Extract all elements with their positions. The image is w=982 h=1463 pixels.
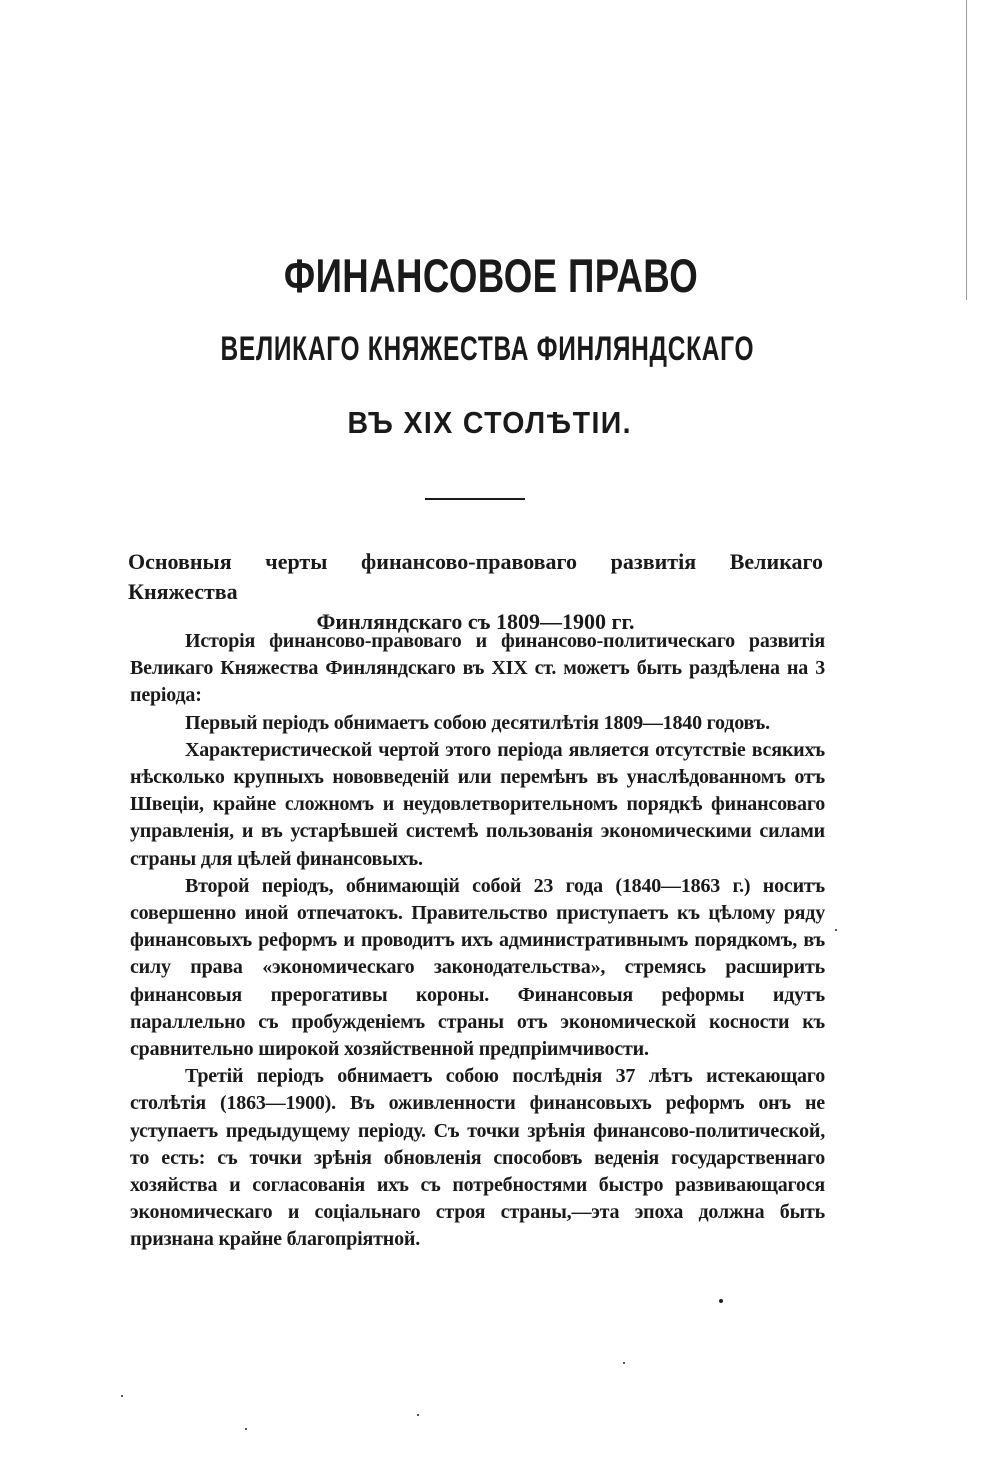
paragraph-third-period: Третій періодъ обнимаетъ собою послѣднія 37 лѣтъ истекающаго столѣтія (1863—1900). Въ оживленности финансовыхъ реформъ онъ не уступаетъ предыдущему періоду. Съ точки зрѣнія финансово-политической, то есть: съ точки зрѣнія обновленія способовъ веденія государственнаго хозяйства и согласованія ихъ съ потребностями быстро развивающагося экономическаго и соціальнаго строя страны,—эта эпоха должна быть признана крайне благопріятной. — [130, 1065, 825, 1251]
section-heading — [128, 547, 823, 637]
title-divider — [425, 498, 525, 500]
scan-speck — [417, 1414, 419, 1416]
paragraph-first-period: Первый періодъ обнимаетъ собою десятилѣтія 1809—1840 годовъ. — [185, 711, 770, 734]
paragraph-second-period: Второй періодъ, обнимающій собой 23 года (1840—1863 г.) носитъ совершенно иной отпечатокъ. Правительство приступаетъ къ цѣлому ряду финансовыхъ реформъ и проводитъ ихъ административнымъ порядкомъ, въ силу права «экономическаго законодательства», стремясь расширить финансовыя прерогативы короны. Финансовыя реформы идутъ параллельно съ пробужденіемъ страны отъ экономической косности къ сравнительно широкой хозяйственной предпріимчивости. — [130, 874, 825, 1061]
section-heading-line1: Основныя черты финансово-правоваго развитія Великаго Княжества — [128, 549, 823, 604]
document-century: ВЪ XIX СТОЛѢТІИ. — [347, 405, 632, 440]
document-subtitle: ВЕЛИКАГО КНЯЖЕСТВА ФИНЛЯНДСКАГО — [220, 330, 755, 368]
section-heading-line2: Финляндскаго съ 1809—1900 гг. — [316, 609, 635, 634]
body-text — [130, 628, 825, 1254]
scan-speck — [623, 1362, 625, 1364]
scan-speck — [121, 1395, 123, 1397]
scan-speck — [245, 1428, 247, 1430]
paragraph-intro: Исторія финансово-правоваго и финансово-политическаго развитія Великаго Княжества Финляндскаго въ XIX ст. можетъ быть раздѣлена на 3 періода: — [130, 630, 825, 707]
scan-speck — [719, 1299, 723, 1303]
paragraph-first-period-characteristic: Характеристической чертой этого періода является отсутствіе всякихъ нѣсколько крупныхъ нововведеній или перемѣнъ въ унаслѣдованномъ отъ Швеціи, крайне сложномъ и неудовлетворительномъ порядкѣ финансоваго управленія, и въ устарѣвшей системѣ пользованія экономическими силами страны для цѣлей финансовыхъ. — [130, 738, 825, 870]
scan-speck — [835, 929, 837, 931]
page-edge-line — [966, 0, 967, 300]
document-title: ФИНАНСОВОЕ ПРАВО — [283, 249, 699, 302]
